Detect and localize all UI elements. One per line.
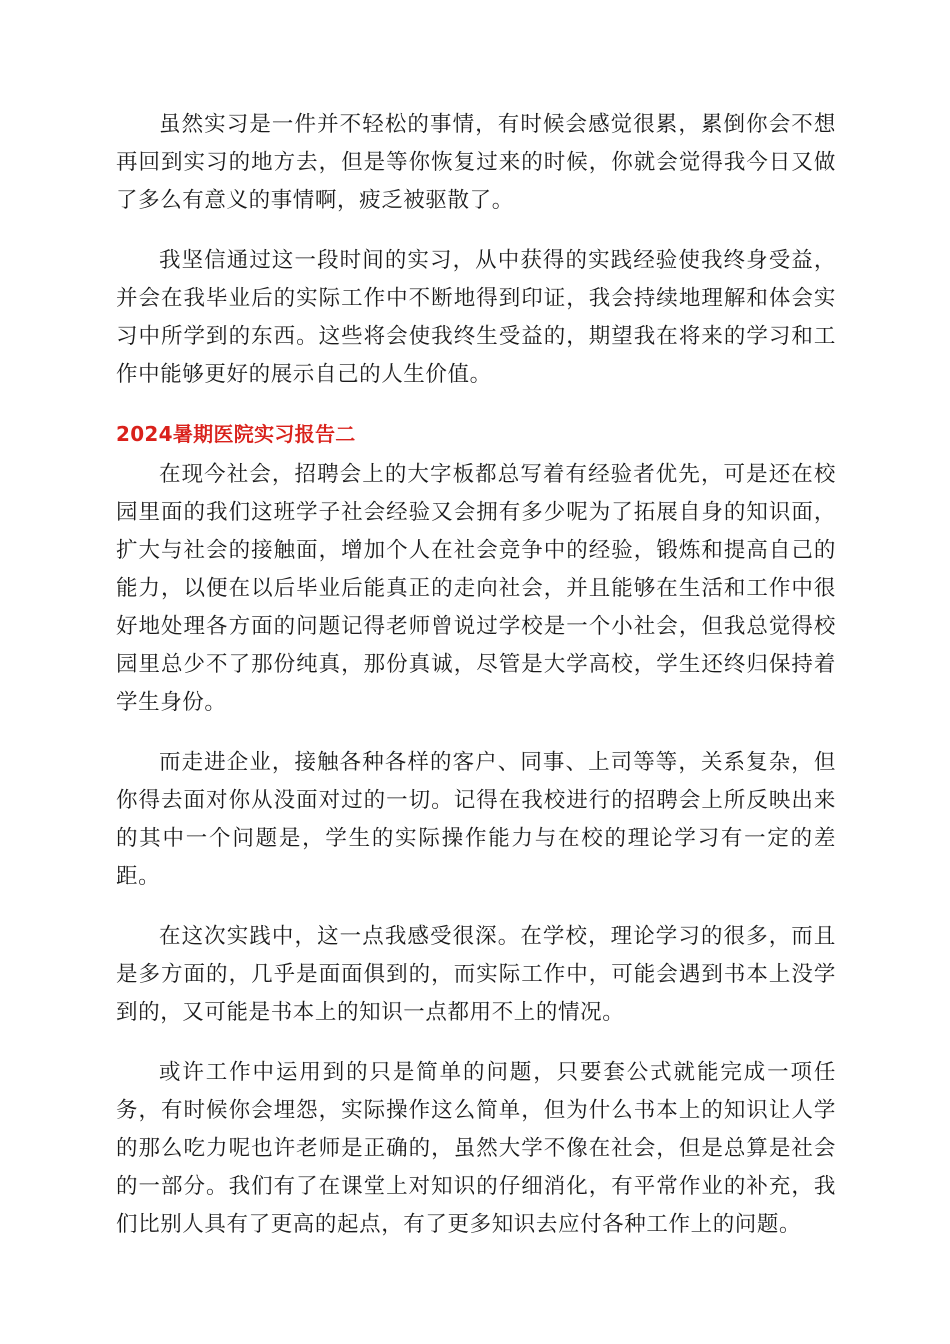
paragraph: 或许工作中运用到的只是简单的问题，只要套公式就能完成一项任务，有时候你会埋怨，实际操作这么简单，但为什么书本上的知识让人学的那么吃力呢也许老师是正确的，虽然大学不像在社会，但是总算是社会的一部分。我们有了在课堂上对知识的仔细消化，有平常作业的补充，我们比别人具有了更高的起点，有了更多知识去应付各种工作上的问题。 [116, 1060, 836, 1237]
document-page [116, 106, 836, 1266]
paragraph: 在这次实践中，这一点我感受很深。在学校，理论学习的很多，而且是多方面的，几乎是面面俱到的，而实际工作中，可能会遇到书本上没学到的，又可能是书本上的知识一点都用不上的情况。 [116, 924, 836, 1025]
section-heading: 2024暑期医院实习报告二 [116, 422, 356, 446]
paragraph: 虽然实习是一件并不轻松的事情，有时候会感觉很累，累倒你会不想再回到实习的地方去，但是等你恢复过来的时候，你就会觉得我今日又做了多么有意义的事情啊，疲乏被驱散了。 [116, 112, 836, 213]
paragraph: 我坚信通过这一段时间的实习，从中获得的实践经验使我终身受益，并会在我毕业后的实际工作中不断地得到印证，我会持续地理解和体会实习中所学到的东西。这些将会使我终生受益的，期望我在将来的学习和工作中能够更好的展示自己的人生价值。 [116, 248, 836, 387]
paragraph: 而走进企业，接触各种各样的客户、同事、上司等等，关系复杂，但你得去面对你从没面对过的一切。记得在我校进行的招聘会上所反映出来的其中一个问题是，学生的实际操作能力与在校的理论学习有一定的差距。 [116, 750, 836, 889]
paragraph: 在现今社会，招聘会上的大字板都总写着有经验者优先，可是还在校园里面的我们这班学子社会经验又会拥有多少呢为了拓展自身的知识面，扩大与社会的接触面，增加个人在社会竞争中的经验，锻炼和提高自己的能力，以便在以后毕业后能真正的走向社会，并且能够在生活和工作中很好地处理各方面的问题记得老师曾说过学校是一个小社会，但我总觉得校园里总少不了那份纯真，那份真诚，尽管是大学高校，学生还终归保持着学生身份。 [116, 462, 836, 715]
